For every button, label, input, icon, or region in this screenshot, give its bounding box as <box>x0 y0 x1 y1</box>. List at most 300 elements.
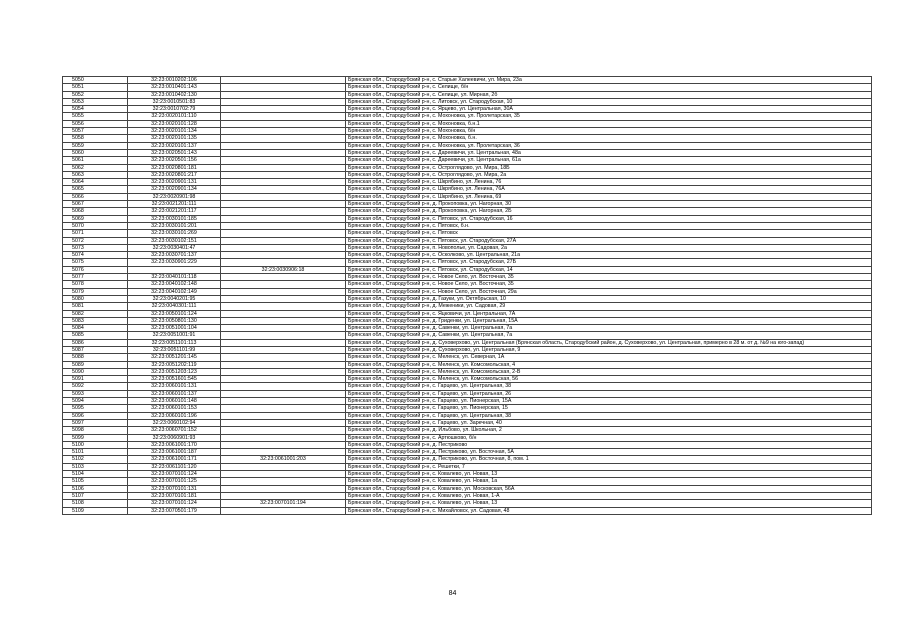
row-number-cell: 5067 <box>63 201 128 208</box>
row-number-cell: 5094 <box>63 398 128 405</box>
address-cell: Брянская обл., Стародубский р-н, д. Савенки, ул. Центральная, 7а <box>346 332 872 339</box>
row-number-cell: 5086 <box>63 339 128 346</box>
address-cell: Брянская обл., Стародубский р-н, с. Мохоновка, ул. Пролетарская, 35 <box>346 113 872 120</box>
linked-cadastral-number-cell <box>221 434 346 441</box>
row-number-cell: 5104 <box>63 471 128 478</box>
linked-cadastral-number-cell <box>221 91 346 98</box>
row-number-cell: 5092 <box>63 383 128 390</box>
table-row <box>63 84 872 91</box>
table-row <box>63 98 872 105</box>
cadastral-number-cell: 32:23:0020101:135 <box>128 135 221 142</box>
linked-cadastral-number-cell <box>221 441 346 448</box>
row-number-cell: 5054 <box>63 106 128 113</box>
cadastral-number-cell: 32:23:0030701:137 <box>128 252 221 259</box>
address-cell: Брянская обл., Стародубский р-н, с. Михайловск, ул. Садовая, 48 <box>346 507 872 514</box>
address-cell: Брянская обл., Стародубский р-н, с. Ковалево, ул. Новая, 13 <box>346 471 872 478</box>
table-row <box>63 274 872 281</box>
address-cell: Брянская обл., Стародубский р-н, д. Пестриково, ул. Восточная, 8, пом. 1 <box>346 456 872 463</box>
cadastral-number-cell: 32:23:0060101:196 <box>128 412 221 419</box>
row-number-cell: 5102 <box>63 456 128 463</box>
linked-cadastral-number-cell <box>221 259 346 266</box>
table-row <box>63 492 872 499</box>
linked-cadastral-number-cell <box>221 244 346 251</box>
cadastral-number-cell: 32:23:0060102:94 <box>128 419 221 426</box>
table-row <box>63 383 872 390</box>
row-number-cell: 5087 <box>63 346 128 353</box>
row-number-cell: 5107 <box>63 492 128 499</box>
cadastral-number-cell: 32:23:0060901:93 <box>128 434 221 441</box>
row-number-cell: 5062 <box>63 164 128 171</box>
cadastral-number-cell: 32:23:0010702:79 <box>128 106 221 113</box>
cadastral-number-cell: 32:23:0021201:117 <box>128 208 221 215</box>
linked-cadastral-number-cell <box>221 179 346 186</box>
row-number-cell: 5105 <box>63 478 128 485</box>
row-number-cell: 5097 <box>63 419 128 426</box>
row-number-cell: 5108 <box>63 500 128 507</box>
address-cell: Брянская обл., Стародубский р-н, с. Мохоновка, б.н. <box>346 135 872 142</box>
row-number-cell: 5082 <box>63 310 128 317</box>
row-number-cell: 5055 <box>63 113 128 120</box>
address-cell: Брянская обл., Стародубский р-н, с. Пятовск, ул. Стародубская, 27Б <box>346 259 872 266</box>
cadastral-number-cell: 32:23:0030401:47 <box>128 244 221 251</box>
row-number-cell: 5059 <box>63 142 128 149</box>
table-row <box>63 149 872 156</box>
address-cell: Брянская обл., Стародубский р-н, с. Меленск, ул. Комсомольская, 4 <box>346 361 872 368</box>
address-cell: Брянская обл., Стародубский р-н, с. Шкрябино, ул. Ленина, 69 <box>346 193 872 200</box>
row-number-cell: 5074 <box>63 252 128 259</box>
table-row <box>63 317 872 324</box>
row-number-cell: 5069 <box>63 215 128 222</box>
address-cell: Брянская обл., Стародубский р-н, с. Селище, б/н <box>346 84 872 91</box>
table-row <box>63 266 872 273</box>
address-cell: Брянская обл., Стародубский р-н, с. Гарцево, ул. Центральная, 26 <box>346 390 872 397</box>
linked-cadastral-number-cell <box>221 77 346 84</box>
linked-cadastral-number-cell: 32:23:0070101:194 <box>221 500 346 507</box>
address-cell: Брянская обл., Стародубский р-н, с. Ярцево, ул. Центральная, 30А <box>346 106 872 113</box>
row-number-cell: 5078 <box>63 281 128 288</box>
row-number-cell: 5077 <box>63 274 128 281</box>
registry-table-container <box>62 76 872 515</box>
address-cell: Брянская обл., Стародубский р-н, с. Остроглядово, ул. Мира, 18Б <box>346 164 872 171</box>
table-row <box>63 507 872 514</box>
row-number-cell: 5109 <box>63 507 128 514</box>
linked-cadastral-number-cell <box>221 252 346 259</box>
row-number-cell: 5088 <box>63 354 128 361</box>
table-row <box>63 339 872 346</box>
row-number-cell: 5073 <box>63 244 128 251</box>
table-row <box>63 171 872 178</box>
linked-cadastral-number-cell <box>221 201 346 208</box>
row-number-cell: 5060 <box>63 149 128 156</box>
linked-cadastral-number-cell <box>221 106 346 113</box>
table-row <box>63 390 872 397</box>
linked-cadastral-number-cell <box>221 346 346 353</box>
linked-cadastral-number-cell <box>221 507 346 514</box>
address-cell: Брянская обл., Стародубский р-н, с. Дареевичи, ул. Центральная, 48а <box>346 149 872 156</box>
linked-cadastral-number-cell <box>221 339 346 346</box>
table-row <box>63 332 872 339</box>
row-number-cell: 5070 <box>63 222 128 229</box>
cadastral-number-cell: 32:23:0020101:110 <box>128 113 221 120</box>
row-number-cell: 5095 <box>63 405 128 412</box>
row-number-cell: 5064 <box>63 179 128 186</box>
row-number-cell: 5068 <box>63 208 128 215</box>
cadastral-number-cell: 32:23:0020101:134 <box>128 128 221 135</box>
linked-cadastral-number-cell <box>221 215 346 222</box>
linked-cadastral-number-cell <box>221 295 346 302</box>
table-row <box>63 449 872 456</box>
table-row <box>63 500 872 507</box>
address-cell: Брянская обл., Стародубский р-н, с. Ковалево, ул. Новая, 13 <box>346 500 872 507</box>
cadastral-number-cell: 32:23:0051101:99 <box>128 346 221 353</box>
row-number-cell: 5080 <box>63 295 128 302</box>
table-row <box>63 252 872 259</box>
linked-cadastral-number-cell <box>221 98 346 105</box>
address-cell: Брянская обл., Стародубский р-н, с. Мохоновка, б/н <box>346 128 872 135</box>
cadastral-number-cell: 32:23:0060101:137 <box>128 390 221 397</box>
cadastral-number-cell: 32:23:0010401:143 <box>128 84 221 91</box>
table-row <box>63 142 872 149</box>
linked-cadastral-number-cell <box>221 427 346 434</box>
address-cell: Брянская обл., Стародубский р-н, с. Осколково, ул. Центральная, 21а <box>346 252 872 259</box>
row-number-cell: 5091 <box>63 376 128 383</box>
linked-cadastral-number-cell <box>221 412 346 419</box>
table-row <box>63 412 872 419</box>
table-row <box>63 135 872 142</box>
address-cell: Брянская обл., Стародубский р-н, с. Ковалево, ул. Новая, 1а <box>346 478 872 485</box>
address-cell: Брянская обл., Стародубский р-н, с. Яцковичи, ул. Центральная, 7А <box>346 310 872 317</box>
linked-cadastral-number-cell <box>221 383 346 390</box>
row-number-cell: 5057 <box>63 128 128 135</box>
linked-cadastral-number-cell <box>221 193 346 200</box>
linked-cadastral-number-cell <box>221 376 346 383</box>
address-cell: Брянская обл., Стародубский р-н, д. Савенки, ул. Центральная, 7а <box>346 325 872 332</box>
address-cell: Брянская обл., Стародубский р-н, п. Новополье, ул. Садовая, 2а <box>346 244 872 251</box>
table-row <box>63 259 872 266</box>
linked-cadastral-number-cell <box>221 208 346 215</box>
cadastral-number-cell: 32:23:0060101:131 <box>128 383 221 390</box>
cadastral-number-cell: 32:23:0061101:120 <box>128 463 221 470</box>
table-row <box>63 157 872 164</box>
address-cell: Брянская обл., Стародубский р-н, с. Меленск, ул. Северная, 1А <box>346 354 872 361</box>
row-number-cell: 5072 <box>63 237 128 244</box>
row-number-cell: 5090 <box>63 368 128 375</box>
cadastral-number-cell: 32:23:0070501:179 <box>128 507 221 514</box>
cadastral-number-cell: 32:23:0020901:134 <box>128 186 221 193</box>
address-cell: Брянская обл., Стародубский р-н, с. Меленск, ул. Комсомольская, 56 <box>346 376 872 383</box>
cadastral-number-cell: 32:23:0020101:128 <box>128 120 221 127</box>
table-row <box>63 485 872 492</box>
address-cell: Брянская обл., Стародубский р-н, д. Суховерхово, ул. Центральная (Брянская область, Стародубский район, д. Суховерхово, ул. Центральная, примерно в 28 м. от д. №9 на юго-запад) <box>346 339 872 346</box>
table-row <box>63 368 872 375</box>
row-number-cell: 5085 <box>63 332 128 339</box>
address-cell: Брянская обл., Стародубский р-н, с. Решетки, 7 <box>346 463 872 470</box>
address-cell: Брянская обл., Стародубский р-н, д. Прокоповка, ул. Нагорная, 2Б <box>346 208 872 215</box>
table-row <box>63 354 872 361</box>
cadastral-number-cell: 32:23:0010202:106 <box>128 77 221 84</box>
linked-cadastral-number-cell <box>221 149 346 156</box>
cadastral-number-cell: 32:23:0030102:151 <box>128 237 221 244</box>
address-cell: Брянская обл., Стародубский р-н, с. Остроглядово, ул. Мира, 2а <box>346 171 872 178</box>
table-row <box>63 419 872 426</box>
cadastral-number-cell: 32:23:0061001:170 <box>128 441 221 448</box>
address-cell: Брянская обл., Стародубский р-н, с. Мохоновка, б.н.1 <box>346 120 872 127</box>
table-row <box>63 376 872 383</box>
row-number-cell: 5101 <box>63 449 128 456</box>
table-row <box>63 201 872 208</box>
address-cell: Брянская обл., Стародубский р-н, с. Пятовск, б.н. <box>346 222 872 229</box>
table-row <box>63 463 872 470</box>
table-row <box>63 325 872 332</box>
table-row <box>63 193 872 200</box>
linked-cadastral-number-cell <box>221 135 346 142</box>
table-row <box>63 303 872 310</box>
row-number-cell: 5063 <box>63 171 128 178</box>
cadastral-number-cell: 32:23:0021201:111 <box>128 201 221 208</box>
address-cell: Брянская обл., Стародубский р-н, д. Ильбово, ул. Школьная, 2 <box>346 427 872 434</box>
table-row <box>63 106 872 113</box>
address-cell: Брянская обл., Стародубский р-н, с. Артюшково, б/н <box>346 434 872 441</box>
linked-cadastral-number-cell <box>221 463 346 470</box>
table-row <box>63 215 872 222</box>
address-cell: Брянская обл., Стародубский р-н, с. Старые Халеевичи, ул. Мира, 23а <box>346 77 872 84</box>
linked-cadastral-number-cell <box>221 186 346 193</box>
address-cell: Брянская обл., Стародубский р-н, с. Новое Село, ул. Восточная, 35 <box>346 274 872 281</box>
linked-cadastral-number-cell <box>221 230 346 237</box>
cadastral-number-cell: 32:23:0051201:145 <box>128 354 221 361</box>
address-cell: Брянская обл., Стародубский р-н, с. Пятовск, ул. Стародубская, 27А <box>346 237 872 244</box>
row-number-cell: 5093 <box>63 390 128 397</box>
cadastral-number-cell: 32:23:0070101:124 <box>128 500 221 507</box>
row-number-cell: 5079 <box>63 288 128 295</box>
linked-cadastral-number-cell <box>221 354 346 361</box>
cadastral-number-cell: 32:23:0020901:131 <box>128 179 221 186</box>
row-number-cell: 5084 <box>63 325 128 332</box>
linked-cadastral-number-cell <box>221 405 346 412</box>
cadastral-number-cell: 32:23:0070101:181 <box>128 492 221 499</box>
cadastral-number-cell: 32:23:0060101:153 <box>128 405 221 412</box>
table-row <box>63 230 872 237</box>
cadastral-number-cell: 32:23:0050101:124 <box>128 310 221 317</box>
table-row <box>63 310 872 317</box>
address-cell: Брянская обл., Стародубский р-н, с. Пятовск, ул. Стародубская, 14 <box>346 266 872 273</box>
row-number-cell: 5106 <box>63 485 128 492</box>
address-cell: Брянская обл., Стародубский р-н, д. Гриденки, ул. Центральная, 15А <box>346 317 872 324</box>
linked-cadastral-number-cell <box>221 449 346 456</box>
linked-cadastral-number-cell <box>221 84 346 91</box>
cadastral-number-cell: 32:23:0030101:269 <box>128 230 221 237</box>
cadastral-number-cell: 32:23:0051001:91 <box>128 332 221 339</box>
row-number-cell: 5053 <box>63 98 128 105</box>
linked-cadastral-number-cell <box>221 142 346 149</box>
table-row <box>63 471 872 478</box>
address-cell: Брянская обл., Стародубский р-н, с. Гарцево, ул. Пионерская, 15 <box>346 405 872 412</box>
table-row <box>63 222 872 229</box>
linked-cadastral-number-cell <box>221 128 346 135</box>
table-row <box>63 478 872 485</box>
row-number-cell: 5076 <box>63 266 128 273</box>
address-cell: Брянская обл., Стародубский р-н, с. Гарцево, ул. Пионерская, 15А <box>346 398 872 405</box>
linked-cadastral-number-cell <box>221 478 346 485</box>
address-cell: Брянская обл., Стародубский р-н, с. Ковалево, ул. Московская, 56А <box>346 485 872 492</box>
address-cell: Брянская обл., Стародубский р-н, д. Меженики, ул. Садовая, 29 <box>346 303 872 310</box>
table-row <box>63 346 872 353</box>
table-row <box>63 186 872 193</box>
table-row <box>63 120 872 127</box>
registry-table <box>62 76 872 515</box>
table-row <box>63 244 872 251</box>
address-cell: Брянская обл., Стародубский р-н, с. Ковалево, ул. Новая, 1-А <box>346 492 872 499</box>
linked-cadastral-number-cell <box>221 237 346 244</box>
registry-table-body <box>63 77 872 515</box>
table-row <box>63 281 872 288</box>
cadastral-number-cell: 32:23:0020801:181 <box>128 164 221 171</box>
row-number-cell: 5052 <box>63 91 128 98</box>
table-row <box>63 208 872 215</box>
address-cell: Брянская обл., Стародубский р-н, д. Суховерхово, ул. Центральная, 9 <box>346 346 872 353</box>
linked-cadastral-number-cell <box>221 281 346 288</box>
row-number-cell: 5089 <box>63 361 128 368</box>
cadastral-number-cell: 32:23:0050801:130 <box>128 317 221 324</box>
linked-cadastral-number-cell <box>221 390 346 397</box>
linked-cadastral-number-cell <box>221 310 346 317</box>
address-cell: Брянская обл., Стародубский р-н, с. Гарцево, ул. Заречная, 40 <box>346 419 872 426</box>
linked-cadastral-number-cell <box>221 368 346 375</box>
cadastral-number-cell: 32:23:0060701:152 <box>128 427 221 434</box>
linked-cadastral-number-cell <box>221 303 346 310</box>
cadastral-number-cell: 32:23:0030901:229 <box>128 259 221 266</box>
linked-cadastral-number-cell <box>221 361 346 368</box>
address-cell: Брянская обл., Стародубский р-н, с. Дареевичи, ул. Центральная, 61а <box>346 157 872 164</box>
address-cell: Брянская обл., Стародубский р-н, д. Пестриково <box>346 441 872 448</box>
row-number-cell: 5098 <box>63 427 128 434</box>
linked-cadastral-number-cell: 32:23:0061001:203 <box>221 456 346 463</box>
cadastral-number-cell: 32:23:0010402:130 <box>128 91 221 98</box>
page-number: 84 <box>448 590 457 597</box>
linked-cadastral-number-cell <box>221 398 346 405</box>
address-cell: Брянская обл., Стародубский р-н, с. Шкрябино, ул. Ленина, 76 <box>346 179 872 186</box>
table-row <box>63 295 872 302</box>
address-cell: Брянская обл., Стародубский р-н, с. Новое Село, ул. Восточная, 35 <box>346 281 872 288</box>
cadastral-number-cell: 32:23:0051601:545 <box>128 376 221 383</box>
cadastral-number-cell: 32:23:0020801:217 <box>128 171 221 178</box>
row-number-cell: 5066 <box>63 193 128 200</box>
linked-cadastral-number-cell <box>221 120 346 127</box>
row-number-cell: 5058 <box>63 135 128 142</box>
table-row <box>63 128 872 135</box>
row-number-cell: 5051 <box>63 84 128 91</box>
row-number-cell: 5081 <box>63 303 128 310</box>
table-row <box>63 237 872 244</box>
address-cell: Брянская обл., Стародубский р-н, с. Пятовск <box>346 230 872 237</box>
cadastral-number-cell: 32:23:0061001:171 <box>128 456 221 463</box>
cadastral-number-cell: 32:23:0040301:111 <box>128 303 221 310</box>
linked-cadastral-number-cell <box>221 485 346 492</box>
row-number-cell: 5103 <box>63 463 128 470</box>
row-number-cell: 5065 <box>63 186 128 193</box>
cadastral-number-cell: 32:23:0070101:124 <box>128 471 221 478</box>
table-row <box>63 456 872 463</box>
cadastral-number-cell: 32:23:0070101:125 <box>128 478 221 485</box>
cadastral-number-cell: 32:23:0020101:137 <box>128 142 221 149</box>
address-cell: Брянская обл., Стародубский р-н, с. Литовск, ул. Стародубская, 10 <box>346 98 872 105</box>
linked-cadastral-number-cell <box>221 113 346 120</box>
linked-cadastral-number-cell <box>221 492 346 499</box>
table-row <box>63 434 872 441</box>
row-number-cell: 5099 <box>63 434 128 441</box>
linked-cadastral-number-cell <box>221 471 346 478</box>
cadastral-number-cell: 32:23:0020901:98 <box>128 193 221 200</box>
cadastral-number-cell: 32:23:0051001:104 <box>128 325 221 332</box>
address-cell: Брянская обл., Стародубский р-н, с. Меленск, ул. Комсомольская, 2-В <box>346 368 872 375</box>
row-number-cell: 5056 <box>63 120 128 127</box>
cadastral-number-cell: 32:23:0020501:143 <box>128 149 221 156</box>
table-row <box>63 164 872 171</box>
address-cell: Брянская обл., Стародубский р-н, с. Селище, ул. Мирная, 2б <box>346 91 872 98</box>
address-cell: Брянская обл., Стародубский р-н, д. Пестриково, ул. Восточная, 5А <box>346 449 872 456</box>
cadastral-number-cell: 32:23:0010501:83 <box>128 98 221 105</box>
address-cell: Брянская обл., Стародубский р-н, с. Шкрябино, ул. Ленина, 76А <box>346 186 872 193</box>
linked-cadastral-number-cell <box>221 325 346 332</box>
table-row <box>63 405 872 412</box>
table-row <box>63 441 872 448</box>
table-row <box>63 179 872 186</box>
cadastral-number-cell: 32:23:0051203:123 <box>128 368 221 375</box>
cadastral-number-cell: 32:23:0070101:131 <box>128 485 221 492</box>
table-row <box>63 91 872 98</box>
cadastral-number-cell: 32:23:0051202:119 <box>128 361 221 368</box>
table-row <box>63 288 872 295</box>
table-row <box>63 427 872 434</box>
linked-cadastral-number-cell <box>221 288 346 295</box>
linked-cadastral-number-cell <box>221 222 346 229</box>
address-cell: Брянская обл., Стародубский р-н, с. Новое Село, ул. Восточная, 29а <box>346 288 872 295</box>
linked-cadastral-number-cell <box>221 419 346 426</box>
linked-cadastral-number-cell <box>221 171 346 178</box>
linked-cadastral-number-cell <box>221 274 346 281</box>
linked-cadastral-number-cell <box>221 317 346 324</box>
cadastral-number-cell: 32:23:0040102:148 <box>128 281 221 288</box>
address-cell: Брянская обл., Стародубский р-н, с. Гарцево, ул. Центральная, 38 <box>346 412 872 419</box>
table-row <box>63 113 872 120</box>
address-cell: Брянская обл., Стародубский р-н, д. Газуки, ул. Октябрьская, 10 <box>346 295 872 302</box>
table-row <box>63 77 872 84</box>
cadastral-number-cell <box>128 266 221 273</box>
linked-cadastral-number-cell: 32:23:0030906:18 <box>221 266 346 273</box>
linked-cadastral-number-cell <box>221 157 346 164</box>
row-number-cell: 5083 <box>63 317 128 324</box>
cadastral-number-cell: 32:23:0030101:201 <box>128 222 221 229</box>
cadastral-number-cell: 32:23:0020501:156 <box>128 157 221 164</box>
cadastral-number-cell: 32:23:0040101:118 <box>128 274 221 281</box>
address-cell: Брянская обл., Стародубский р-н, с. Пятовск, ул. Стародубская, 16 <box>346 215 872 222</box>
row-number-cell: 5096 <box>63 412 128 419</box>
cadastral-number-cell: 32:23:0040102:149 <box>128 288 221 295</box>
row-number-cell: 5100 <box>63 441 128 448</box>
address-cell: Брянская обл., Стародубский р-н, с. Мохоновка, ул. Пролетарская, 36 <box>346 142 872 149</box>
table-row <box>63 398 872 405</box>
row-number-cell: 5061 <box>63 157 128 164</box>
row-number-cell: 5071 <box>63 230 128 237</box>
cadastral-number-cell: 32:23:0061001:187 <box>128 449 221 456</box>
table-row <box>63 361 872 368</box>
linked-cadastral-number-cell <box>221 332 346 339</box>
address-cell: Брянская обл., Стародубский р-н, д. Прокоповка, ул. Нагорная, 30 <box>346 201 872 208</box>
row-number-cell: 5075 <box>63 259 128 266</box>
cadastral-number-cell: 32:23:0051101:113 <box>128 339 221 346</box>
address-cell: Брянская обл., Стародубский р-н, с. Гарцево, ул. Центральная, 38 <box>346 383 872 390</box>
cadastral-number-cell: 32:23:0030101:185 <box>128 215 221 222</box>
